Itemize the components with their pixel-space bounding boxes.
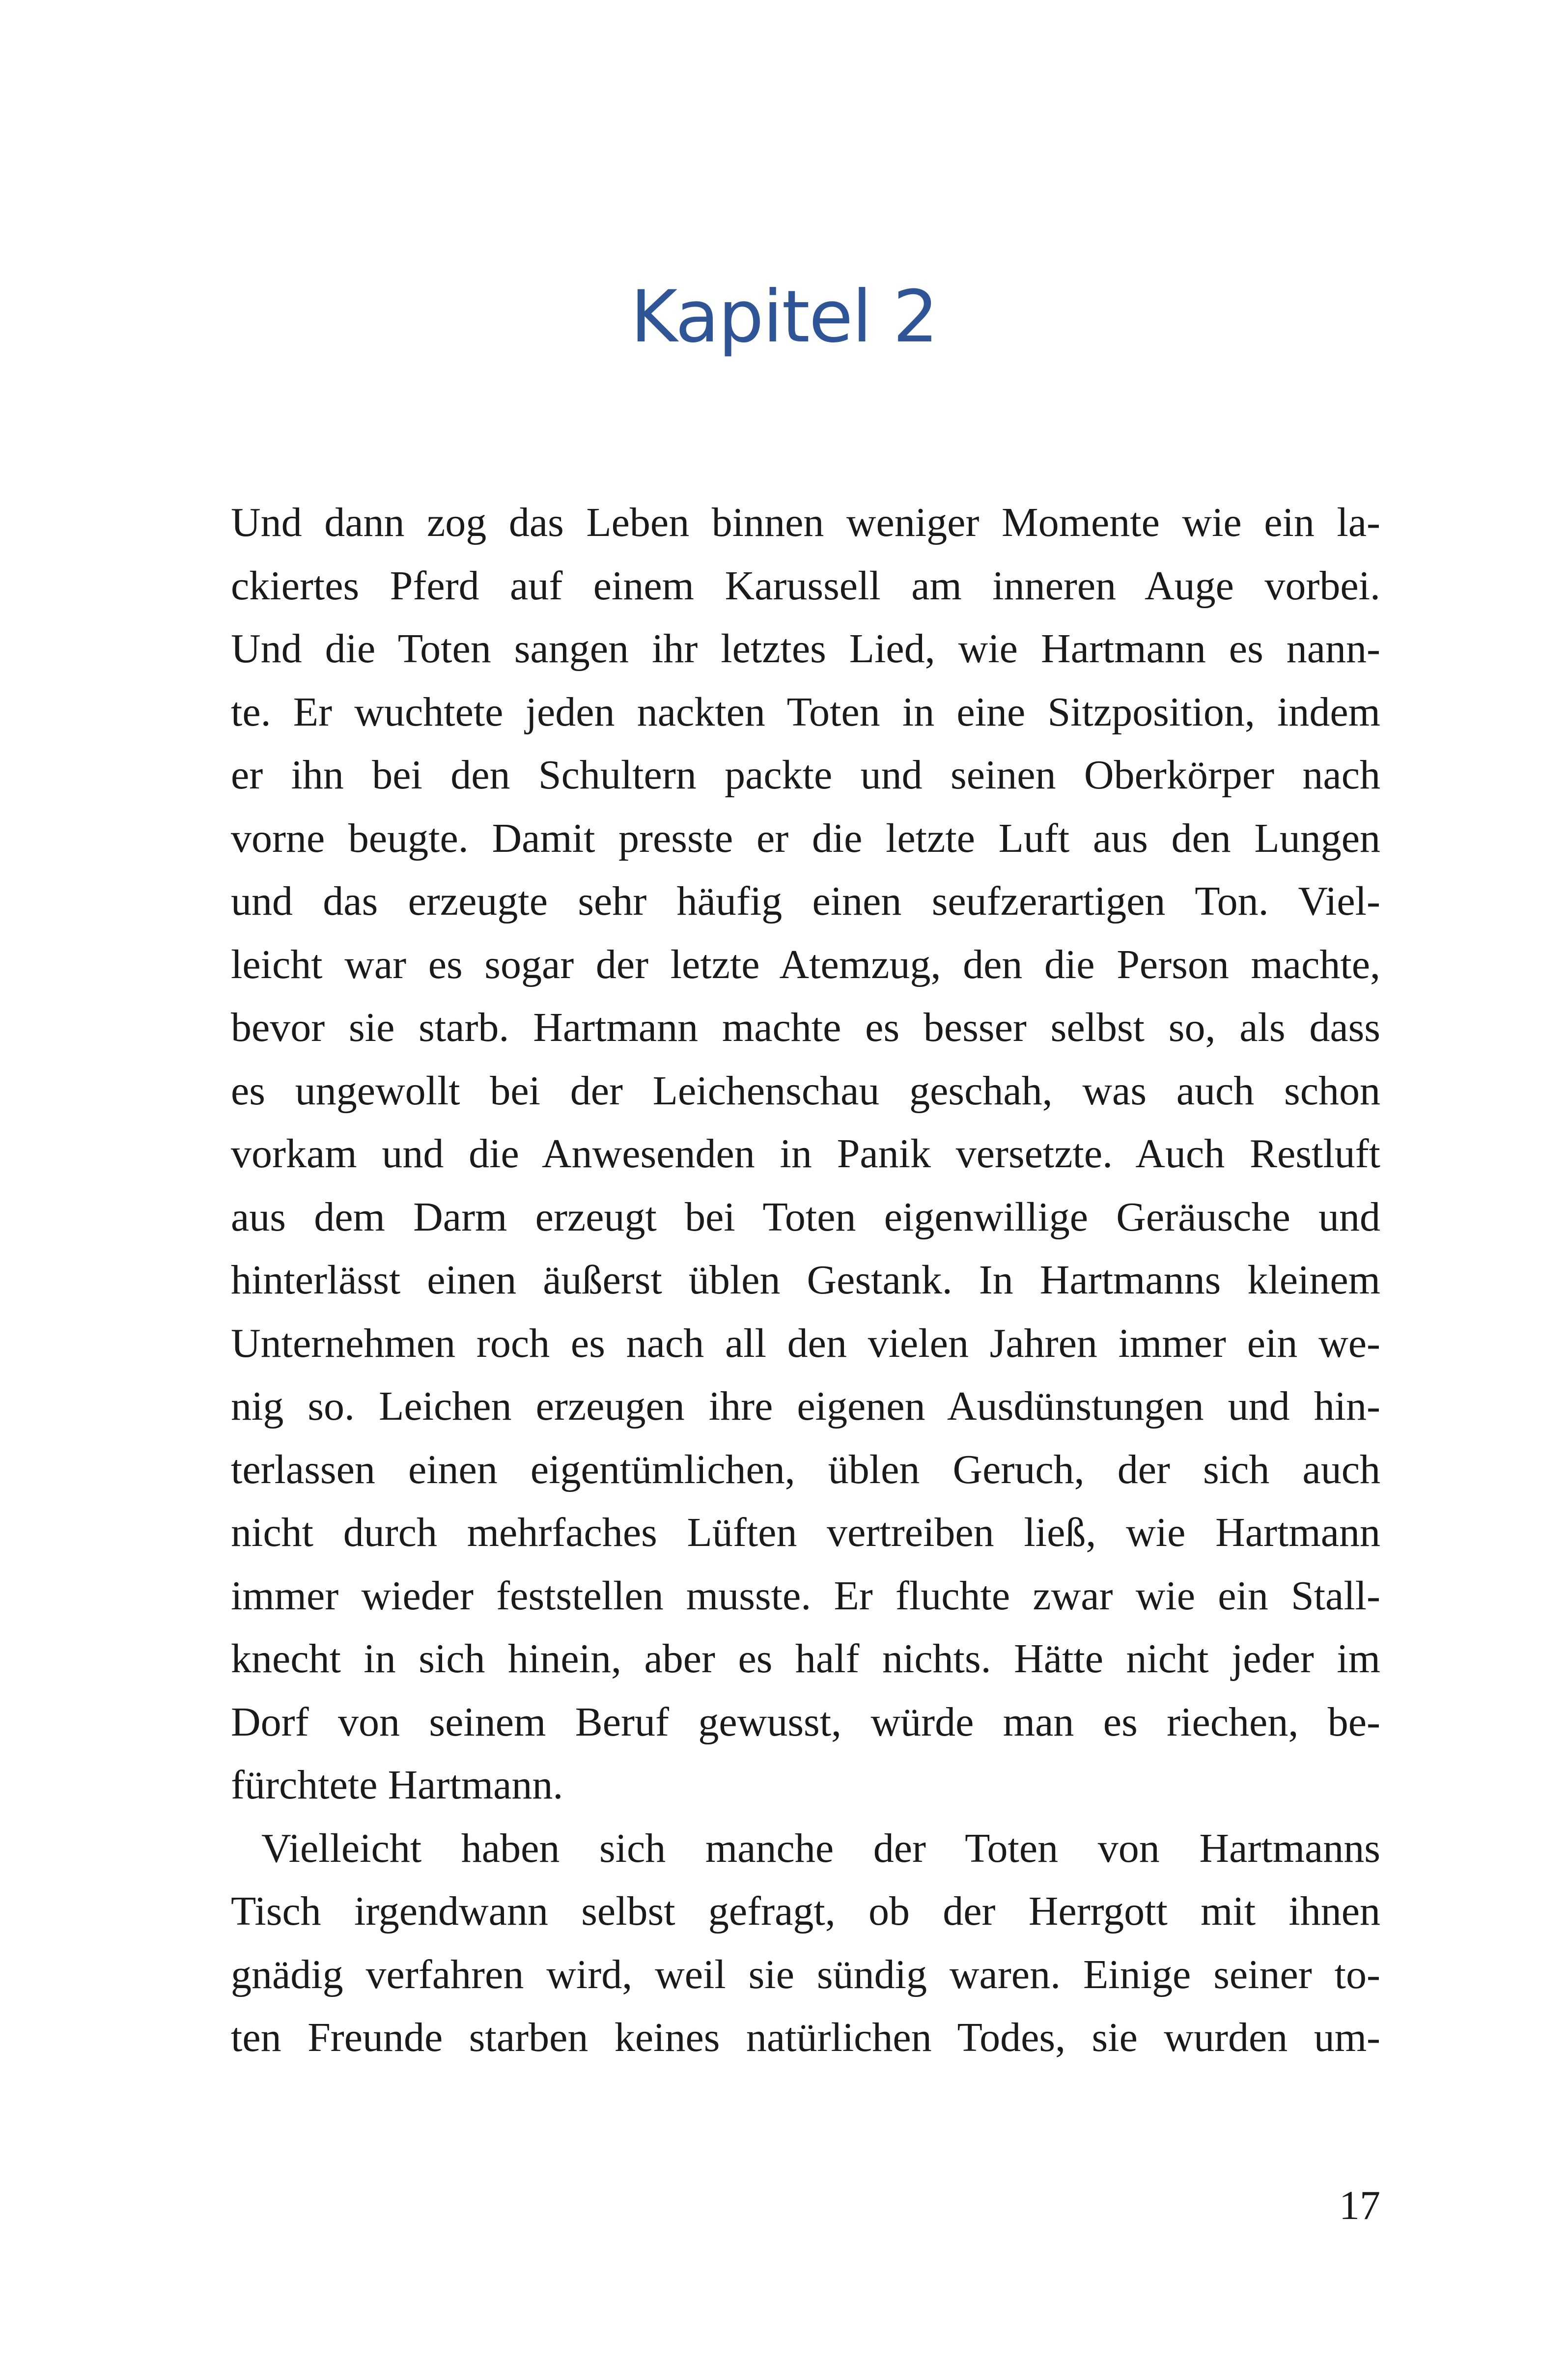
text-line: gnädig verfahren wird, weil sie sündig waren. Einige seiner to-: [231, 1951, 1380, 1997]
page-number: 17: [1339, 2183, 1380, 2228]
text-line: hinterlässt einen äußerst üblen Gestank. In Hartmanns kleinem: [231, 1257, 1380, 1303]
chapter-title: Kapitel 2: [630, 275, 938, 359]
text-line: Vielleicht haben sich manche der Toten von Hartmanns: [261, 1825, 1380, 1871]
text-line: vorne beugte. Damit presste er die letzte Luft aus den Lungen: [231, 815, 1380, 861]
text-line: leicht war es sogar der letzte Atemzug, den die Person machte,: [231, 941, 1380, 987]
text-line: nicht durch mehrfaches Lüften vertreiben ließ, wie Hartmann: [231, 1510, 1380, 1555]
text-line: te. Er wuchtete jeden nackten Toten in eine Sitzposition, indem: [231, 689, 1380, 735]
text-line: bevor sie starb. Hartmann machte es besser selbst so, als dass: [231, 1005, 1380, 1050]
text-line: fürchtete Hartmann.: [231, 1762, 563, 1808]
text-line: immer wieder feststellen musste. Er fluchte zwar wie ein Stall-: [231, 1572, 1380, 1619]
text-line: Unternehmen roch es nach all den vielen Jahren immer ein we-: [231, 1320, 1380, 1366]
text-line: Und dann zog das Leben binnen weniger Momente wie ein la-: [231, 500, 1380, 545]
paragraph-1: [231, 491, 1380, 1817]
text-line: ckiertes Pferd auf einem Karussell am inneren Auge vorbei.: [231, 562, 1380, 609]
text-line: aus dem Darm erzeugt bei Toten eigenwillige Geräusche und: [231, 1194, 1380, 1240]
text-line: Und die Toten sangen ihr letztes Lied, wie Hartmann es nann-: [231, 626, 1380, 672]
text-line: es ungewollt bei der Leichenschau geschah, was auch schon: [231, 1067, 1380, 1114]
text-line: knecht in sich hinein, aber es half nichts. Hätte nicht jeder im: [231, 1636, 1380, 1682]
text-line: ten Freunde starben keines natürlichen Todes, sie wurden um-: [231, 2015, 1380, 2060]
text-line: Dorf von seinem Beruf gewusst, würde man es riechen, be-: [231, 1699, 1380, 1745]
text-line: vorkam und die Anwesenden in Panik versetzte. Auch Restluft: [231, 1131, 1380, 1177]
text-line: terlassen einen eigentümlichen, üblen Geruch, der sich auch: [231, 1446, 1380, 1492]
body-text: [231, 491, 1380, 2070]
text-line: nig so. Leichen erzeugen ihre eigenen Ausdünstungen und hin-: [231, 1383, 1380, 1429]
text-line: Tisch irgendwann selbst gefragt, ob der Herrgott mit ihnen: [231, 1888, 1380, 1934]
paragraph-2: [231, 1817, 1380, 2070]
text-line: und das erzeugte sehr häufig einen seufzerartigen Ton. Viel-: [231, 878, 1380, 924]
text-line: er ihn bei den Schultern packte und seinen Oberkörper nach: [231, 752, 1380, 798]
